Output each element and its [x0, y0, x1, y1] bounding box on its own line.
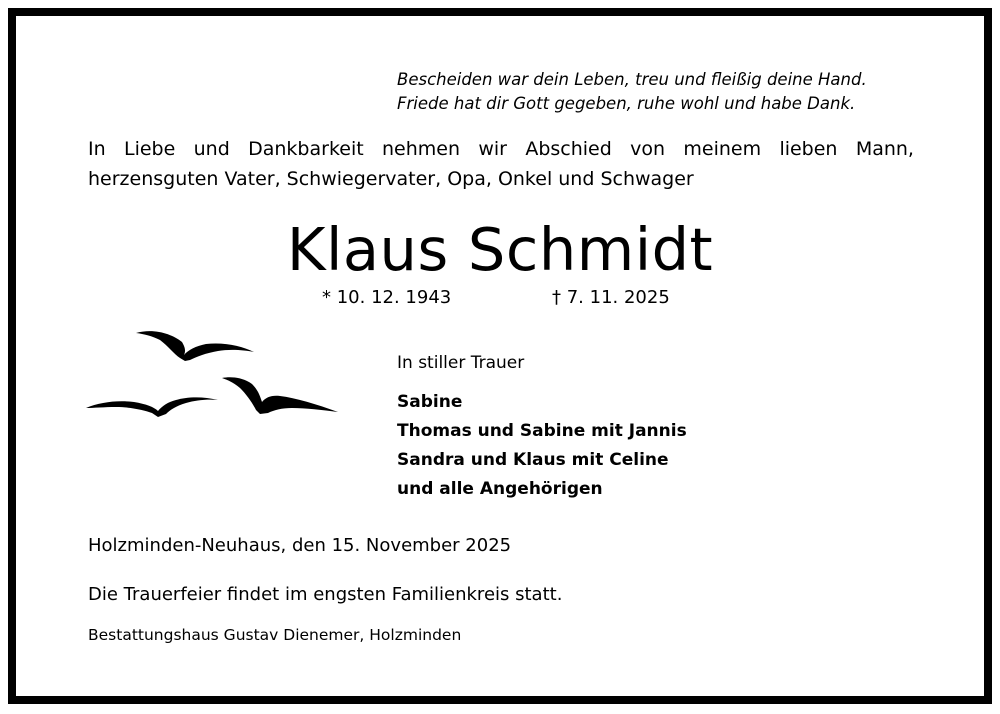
intro-word: und [193, 138, 230, 160]
death-date: † 7. 11. 2025 [552, 287, 670, 308]
intro-line-1 [88, 134, 914, 164]
bird-icon [86, 397, 218, 417]
intro-word: Dankbarkeit [248, 138, 364, 160]
intro-word: meinem [683, 138, 762, 160]
mourners-list [397, 388, 687, 504]
birth-date: * 10. 12. 1943 [322, 287, 452, 308]
bird-icon [136, 331, 254, 361]
mourner-name: und alle Angehörigen [397, 479, 603, 499]
intro-text [88, 134, 914, 194]
mourner-name: Sandra und Klaus mit Celine [397, 450, 669, 470]
motto-line-2: Friede hat dir Gott gegeben, ruhe wohl und habe Dank. [397, 94, 856, 113]
mourning-label: In stiller Trauer [397, 353, 525, 373]
mourner-name: Sabine [397, 392, 463, 412]
intro-word: lieben [779, 138, 838, 160]
flying-birds-icon [84, 320, 344, 430]
intro-word: In [88, 138, 106, 160]
intro-line-2: herzensguten Vater, Schwiegervater, Opa, Onkel und Schwager [88, 168, 694, 190]
intro-word: von [630, 138, 666, 160]
intro-word: Abschied [525, 138, 612, 160]
ceremony-note: Die Trauerfeier findet im engsten Familienkreis statt. [88, 584, 563, 605]
intro-word: Mann, [855, 138, 914, 160]
intro-word: wir [478, 138, 507, 160]
intro-word: Liebe [123, 138, 176, 160]
mourner-name: Thomas und Sabine mit Jannis [397, 421, 687, 441]
intro-word: nehmen [382, 138, 461, 160]
deceased-name: Klaus Schmidt [286, 215, 714, 284]
funeral-home: Bestattungshaus Gustav Dienemer, Holzminden [88, 626, 462, 644]
motto-verse [397, 68, 867, 116]
place-and-date: Holzminden-Neuhaus, den 15. November 2025 [88, 535, 512, 556]
motto-line-1: Bescheiden war dein Leben, treu und fleißig deine Hand. [397, 70, 867, 89]
bird-icon [222, 377, 338, 414]
